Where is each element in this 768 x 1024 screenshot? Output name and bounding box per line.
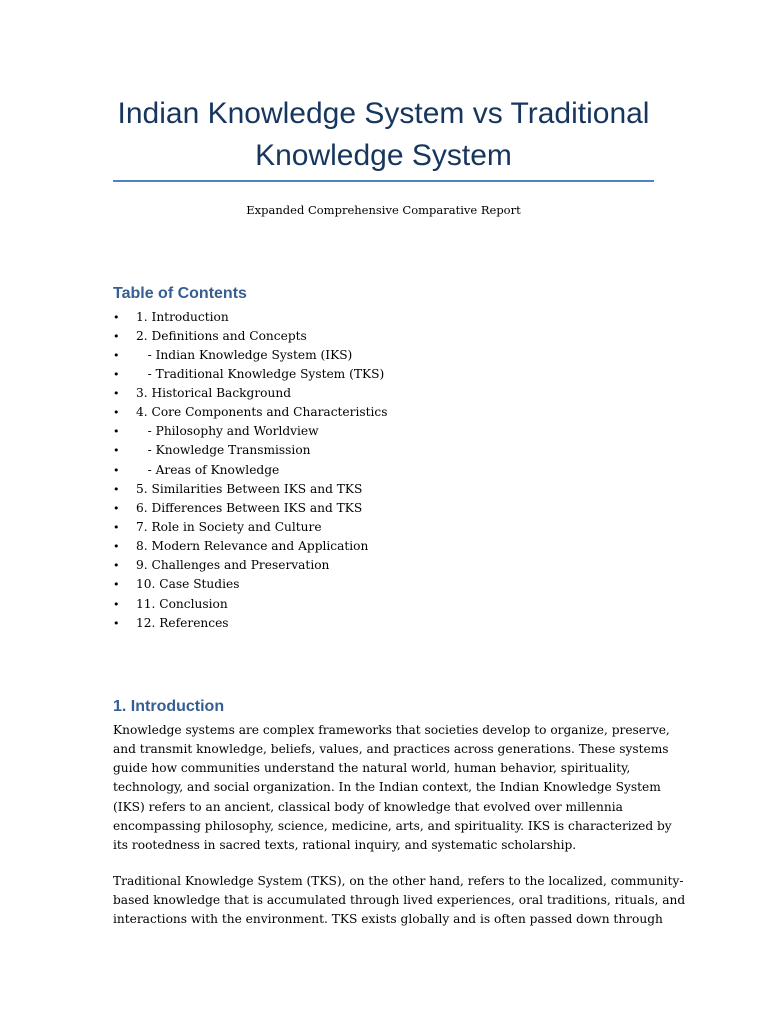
bullet-icon: • <box>113 444 120 458</box>
toc-item-text: 8. Modern Relevance and Application <box>136 539 369 554</box>
bullet-icon: • <box>113 310 120 324</box>
title-divider <box>113 180 654 182</box>
bullet-icon: • <box>113 425 120 439</box>
introduction-heading: 1. Introduction <box>113 698 225 715</box>
toc-item-text: 2. Definitions and Concepts <box>136 328 307 343</box>
bullet-icon: • <box>113 367 120 381</box>
bullet-icon: • <box>113 578 120 592</box>
toc-item-text: 4. Core Components and Characteristics <box>136 405 388 420</box>
toc-item-text: 6. Differences Between IKS and TKS <box>136 500 363 515</box>
toc-item-text: 5. Similarities Between IKS and TKS <box>136 481 363 496</box>
toc-heading: Table of Contents <box>113 285 247 302</box>
toc-item-text: 3. Historical Background <box>136 386 292 401</box>
document-title: Indian Knowledge System vs Traditional Knowledge System <box>117 97 650 172</box>
introduction-paragraph-2: Traditional Knowledge System (TKS), on the other hand, refers to the localized, community- based knowledge that is accumulated through lived experiences, oral traditions, rituals, and interactions with the environment. TKS exists globally and is often passed down through <box>113 873 686 926</box>
bullet-icon: • <box>113 329 120 343</box>
toc-item-text: 11. Conclusion <box>136 596 228 611</box>
bullet-icon: • <box>113 501 120 515</box>
bullet-icon: • <box>113 521 120 535</box>
bullet-icon: • <box>113 559 120 573</box>
bullet-icon: • <box>113 406 120 420</box>
toc-item-text: - Indian Knowledge System (IKS) <box>136 347 353 362</box>
bullet-icon: • <box>113 348 120 362</box>
toc-item-text: - Philosophy and Worldview <box>136 424 319 439</box>
toc-item-text: 10. Case Studies <box>136 577 240 592</box>
toc-item-text: - Knowledge Transmission <box>136 443 311 458</box>
bullet-icon: • <box>113 597 120 611</box>
toc-item-text: 9. Challenges and Preservation <box>136 558 330 573</box>
bullet-icon: • <box>113 463 120 477</box>
bullet-icon: • <box>113 616 120 630</box>
toc-item-text: 1. Introduction <box>136 309 229 324</box>
bullet-icon: • <box>113 482 120 496</box>
toc-item-text: - Areas of Knowledge <box>136 462 280 477</box>
bullet-icon: • <box>113 540 120 554</box>
toc-item-text: 7. Role in Society and Culture <box>136 520 322 535</box>
bullet-icon: • <box>113 387 120 401</box>
document-subtitle: Expanded Comprehensive Comparative Report <box>246 203 521 217</box>
toc-item-text: - Traditional Knowledge System (TKS) <box>136 366 385 381</box>
introduction-paragraph-1: Knowledge systems are complex frameworks that societies develop to organize, preserve, and transmit knowledge, beliefs, values, and practices across generations. These systems guide how communities understand the natural world, human behavior, spirituality, technology, and social organization. In the Indian context, the Indian Knowledge System (IKS) refers to an ancient, classical body of knowledge that evolved over millennia encompassing philosophy, science, medicine, arts, and spirituality. IKS is characterized by its rootedness in sacred texts, rational inquiry, and systematic scholarship. <box>113 723 672 852</box>
toc-item-text: 12. References <box>136 615 229 630</box>
